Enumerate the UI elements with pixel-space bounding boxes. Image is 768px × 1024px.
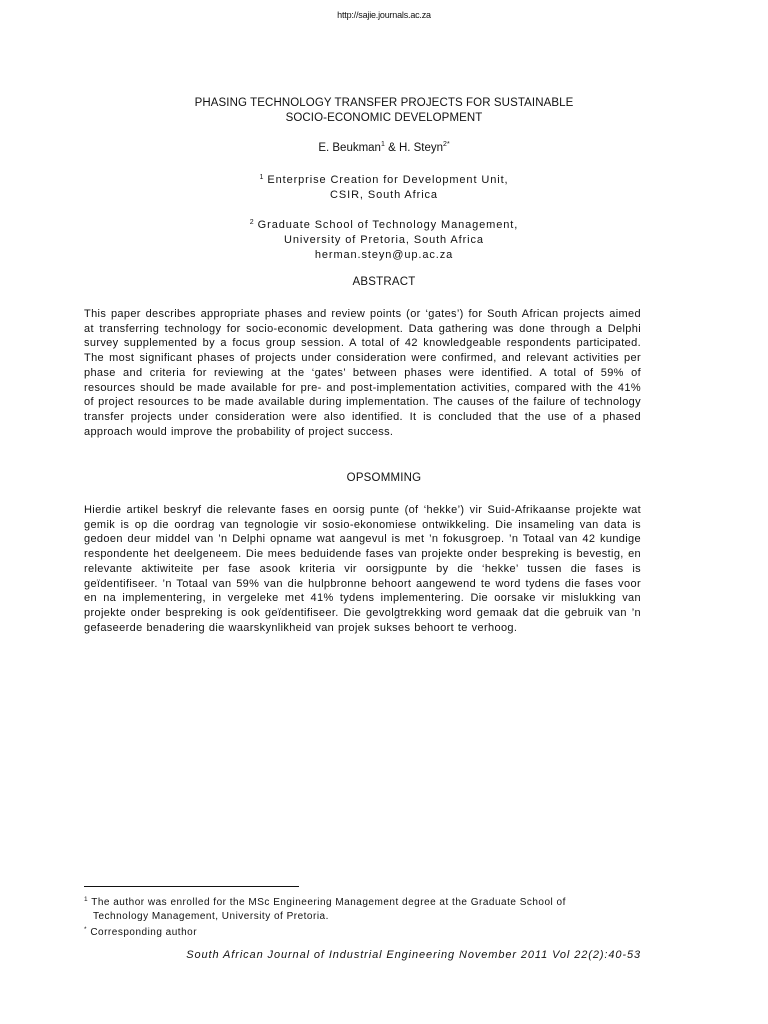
affiliation-2 bbox=[0, 215, 768, 263]
title-line-2: SOCIO-ECONOMIC DEVELOPMENT bbox=[285, 111, 483, 124]
opsomming-text: Hierdie artikel beskryf die relevante fases en oorsig punte (of ‘hekke’) vir Suid-Afrikaanse projekte wat gemik is op die oordrag van tegnologie vir sosio-ekonomiese ontwikkeling. Die insameling van data is gedoen deur middel van ’n Delphi opname wat aangevul is met ’n fokusgroep. ’n Totaal van 42 kundige respondente het deelgeneem. Die mees beduidende fases van projekte onder bespreking is bevestig, en relevante aktiwiteite per fase asook kriteria vir oorsigpunte by die ‘hekke’ tussen die fases is geïdentifiseer. ’n Totaal van 59% van die hulpbronne behoort aangewend te word tydens die fases voor en na implementering, in vergeleke met 41% tydens implementering. Die oorsake vir mislukking van projekte onder bespreking is ook geïdentifiseer. Die gevolgtrekking word gemaak dat die gebruik van ’n gefaseerde benadering die waarskynlikheid van projek sukses behoort te verhoog. bbox=[84, 504, 641, 634]
author-email[interactable]: herman.steyn@up.ac.za bbox=[314, 249, 454, 261]
footnote-1 bbox=[84, 893, 641, 910]
journal-citation: South African Journal of Industrial Engineering November 2011 Vol 22(2):40-53 bbox=[186, 949, 641, 961]
affiliation-1-line-2: CSIR, South Africa bbox=[330, 189, 438, 201]
author-2: & H. Steyn bbox=[388, 142, 444, 154]
abstract-heading: ABSTRACT bbox=[352, 276, 416, 288]
affiliation-1-line-1: Enterprise Creation for Development Unit, bbox=[267, 174, 509, 186]
footnote-1-marker: 1 bbox=[84, 896, 89, 903]
abstract-text: This paper describes appropriate phases and review points (or ‘gates’) for South African projects aimed at transferring technology for socio-economic development. Data gathering was done through a Delphi survey supplemented by a focus group session. A total of 42 knowledgeable respondents participated. The most significant phases of projects under consideration were confirmed, and relevant activities per phase and criteria for reviewing at the ‘gates’ between phases were identified. A total of 59% of resources should be made available for pre- and post-implementation activities, compared with the 41% of project resources to be made available during implementation. The causes of the failure of technology transfer projects under consideration were also identified. It is concluded that the use of a phased approach would improve the probability of project success. bbox=[84, 308, 641, 438]
author-1: E. Beukman bbox=[318, 142, 381, 154]
footnote-1-line-2: Technology Management, University of Pretoria. bbox=[93, 910, 329, 922]
footnote-2-marker: * bbox=[84, 926, 88, 933]
affiliation-2-line-2: University of Pretoria, South Africa bbox=[284, 234, 484, 246]
author-1-affil-marker: 1 bbox=[380, 141, 385, 148]
affiliation-2-line-1: Graduate School of Technology Management, bbox=[257, 219, 519, 231]
affiliation-1-marker: 1 bbox=[259, 174, 264, 181]
affiliation-1 bbox=[0, 170, 768, 203]
affiliation-2-marker: 2 bbox=[249, 219, 254, 226]
source-url[interactable]: http://sajie.journals.ac.za bbox=[337, 10, 431, 20]
footnotes bbox=[84, 893, 641, 940]
author-list bbox=[0, 141, 768, 154]
footnote-1-line-1: The author was enrolled for the MSc Engineering Management degree at the Graduate School of bbox=[91, 897, 566, 908]
opsomming-heading: OPSOMMING bbox=[346, 472, 422, 484]
footnote-2-text: Corresponding author bbox=[90, 927, 198, 938]
author-2-affil-marker: 2* bbox=[443, 141, 450, 148]
footnote-divider bbox=[84, 886, 299, 887]
footnote-2 bbox=[84, 923, 641, 940]
title-line-1: PHASING TECHNOLOGY TRANSFER PROJECTS FOR SUSTAINABLE bbox=[194, 97, 574, 109]
paper-title bbox=[0, 96, 768, 125]
